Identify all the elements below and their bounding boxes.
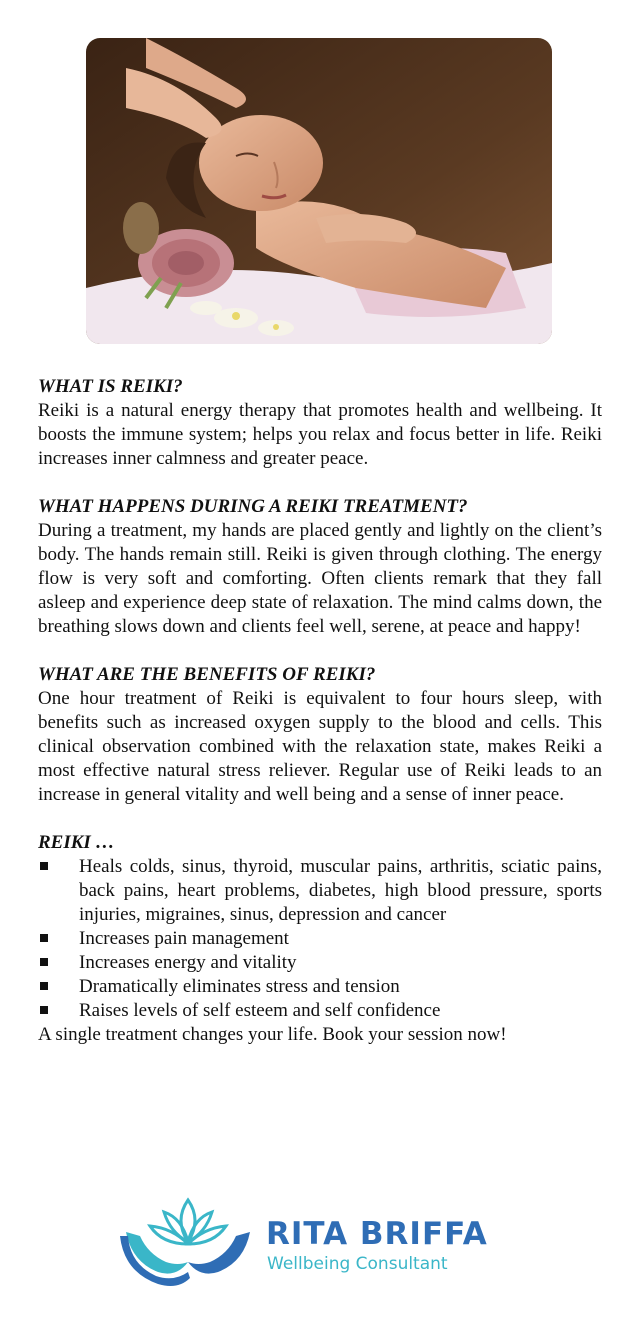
square-bullet-icon bbox=[40, 982, 48, 990]
closing-call-to-action: A single treatment changes your life. Book your session now! bbox=[38, 1024, 507, 1045]
list-item: Raises levels of self esteem and self confidence bbox=[38, 999, 602, 1023]
square-bullet-icon bbox=[40, 862, 48, 870]
list-item: Dramatically eliminates stress and tension bbox=[38, 975, 602, 999]
reiki-massage-photo bbox=[86, 38, 552, 344]
rita-briffa-logo bbox=[118, 1192, 518, 1292]
photo-illustration bbox=[86, 38, 552, 344]
section-body-treatment: During a treatment, my hands are placed gently and lightly on the client’s body. The hands remain still. Reiki is given through clothing. The energy flow is very soft and comforting. Often clients remark that they fall asleep and experience deep state of relaxation. The mind calms down, the breathing slows down and clients feel well, serene, at peace and happy! bbox=[38, 520, 602, 637]
brand-name: RITA BRIFFA bbox=[266, 1216, 488, 1252]
reiki-benefit-list bbox=[38, 855, 602, 1023]
reiki-list-heading: REIKI … bbox=[38, 832, 115, 853]
list-item: Increases energy and vitality bbox=[38, 951, 602, 975]
lotus-hands-icon bbox=[118, 1192, 258, 1292]
section-heading-treatment: WHAT HAPPENS DURING A REIKI TREATMENT? bbox=[38, 496, 468, 517]
square-bullet-icon bbox=[40, 934, 48, 942]
brand-tagline: Wellbeing Consultant bbox=[267, 1254, 448, 1274]
section-body-what-is-reiki: Reiki is a natural energy therapy that promotes health and wellbeing. It boosts the immune system; helps you relax and focus better in life. Reiki increases inner calmness and greater peace. bbox=[38, 400, 602, 469]
square-bullet-icon bbox=[40, 958, 48, 966]
section-heading-benefits: WHAT ARE THE BENEFITS OF REIKI? bbox=[38, 664, 376, 685]
section-body-benefits: One hour treatment of Reiki is equivalent to four hours sleep, with benefits such as increased oxygen supply to the blood and cells. This clinical observation combined with the relaxation state, makes Reiki a most effective natural stress reliever. Regular use of Reiki leads to an increase in general vitality and well being and a sense of inner peace. bbox=[38, 688, 602, 805]
section-heading-what-is-reiki: WHAT IS REIKI? bbox=[38, 376, 183, 397]
square-bullet-icon bbox=[40, 1006, 48, 1014]
list-item: Heals colds, sinus, thyroid, muscular pains, arthritis, sciatic pains, back pains, heart problems, diabetes, high blood pressure, sports injuries, migraines, sinus, depression and cancer bbox=[38, 855, 602, 927]
list-item: Increases pain management bbox=[38, 927, 602, 951]
article bbox=[38, 375, 602, 1047]
